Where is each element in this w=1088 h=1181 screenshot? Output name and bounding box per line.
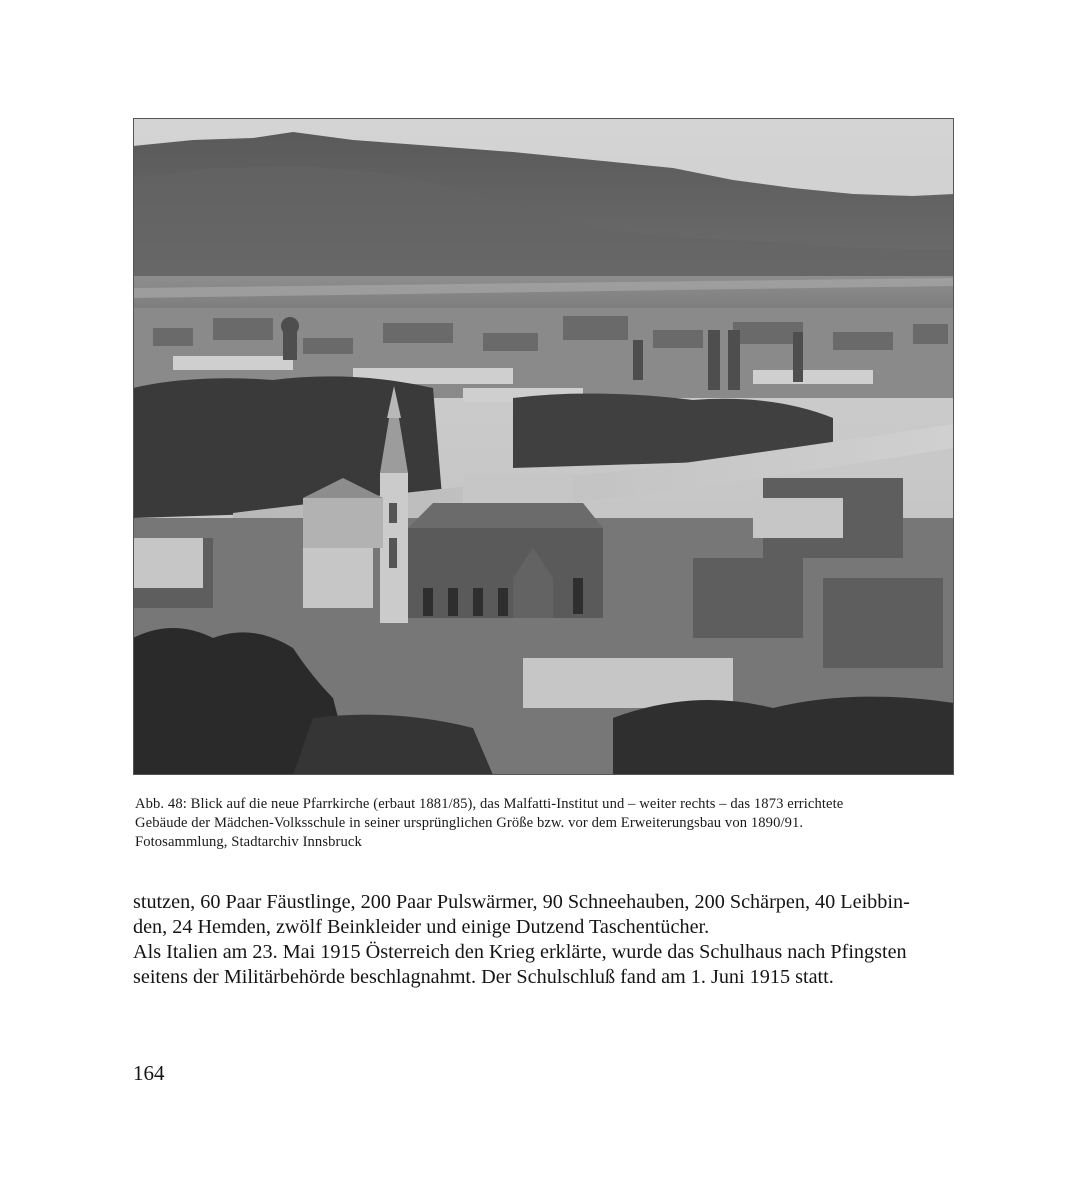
historic-city-panorama-photo-icon — [133, 118, 954, 775]
body-paragraph — [133, 890, 963, 990]
figure-caption — [135, 795, 965, 852]
caption-line: Gebäude der Mädchen-Volksschule in seiner ursprünglichen Größe bzw. vor dem Erweiterungsbau von 1890/91. — [135, 815, 804, 831]
body-line: seitens der Militärbehörde beschlagnahmt. Der Schulschluß fand am 1. Juni 1915 statt. — [133, 966, 834, 988]
caption-line: Abb. 48: Blick auf die neue Pfarrkirche (erbaut 1881/85), das Malfatti-Institut und – weiter rechts – das 1873 errichtete — [135, 796, 844, 812]
page-number: 164 — [133, 1061, 165, 1085]
body-line: stutzen, 60 Paar Fäustlinge, 200 Paar Pulswärmer, 90 Schneehauben, 200 Schärpen, 40 Leibbin- — [133, 891, 910, 913]
body-line: Als Italien am 23. Mai 1915 Österreich den Krieg erklärte, wurde das Schulhaus nach Pfingsten — [133, 941, 907, 963]
body-line: den, 24 Hemden, zwölf Beinkleider und einige Dutzend Taschentücher. — [133, 916, 710, 938]
city-panorama-photo — [133, 118, 954, 775]
caption-line: Fotosammlung, Stadtarchiv Innsbruck — [135, 834, 362, 850]
